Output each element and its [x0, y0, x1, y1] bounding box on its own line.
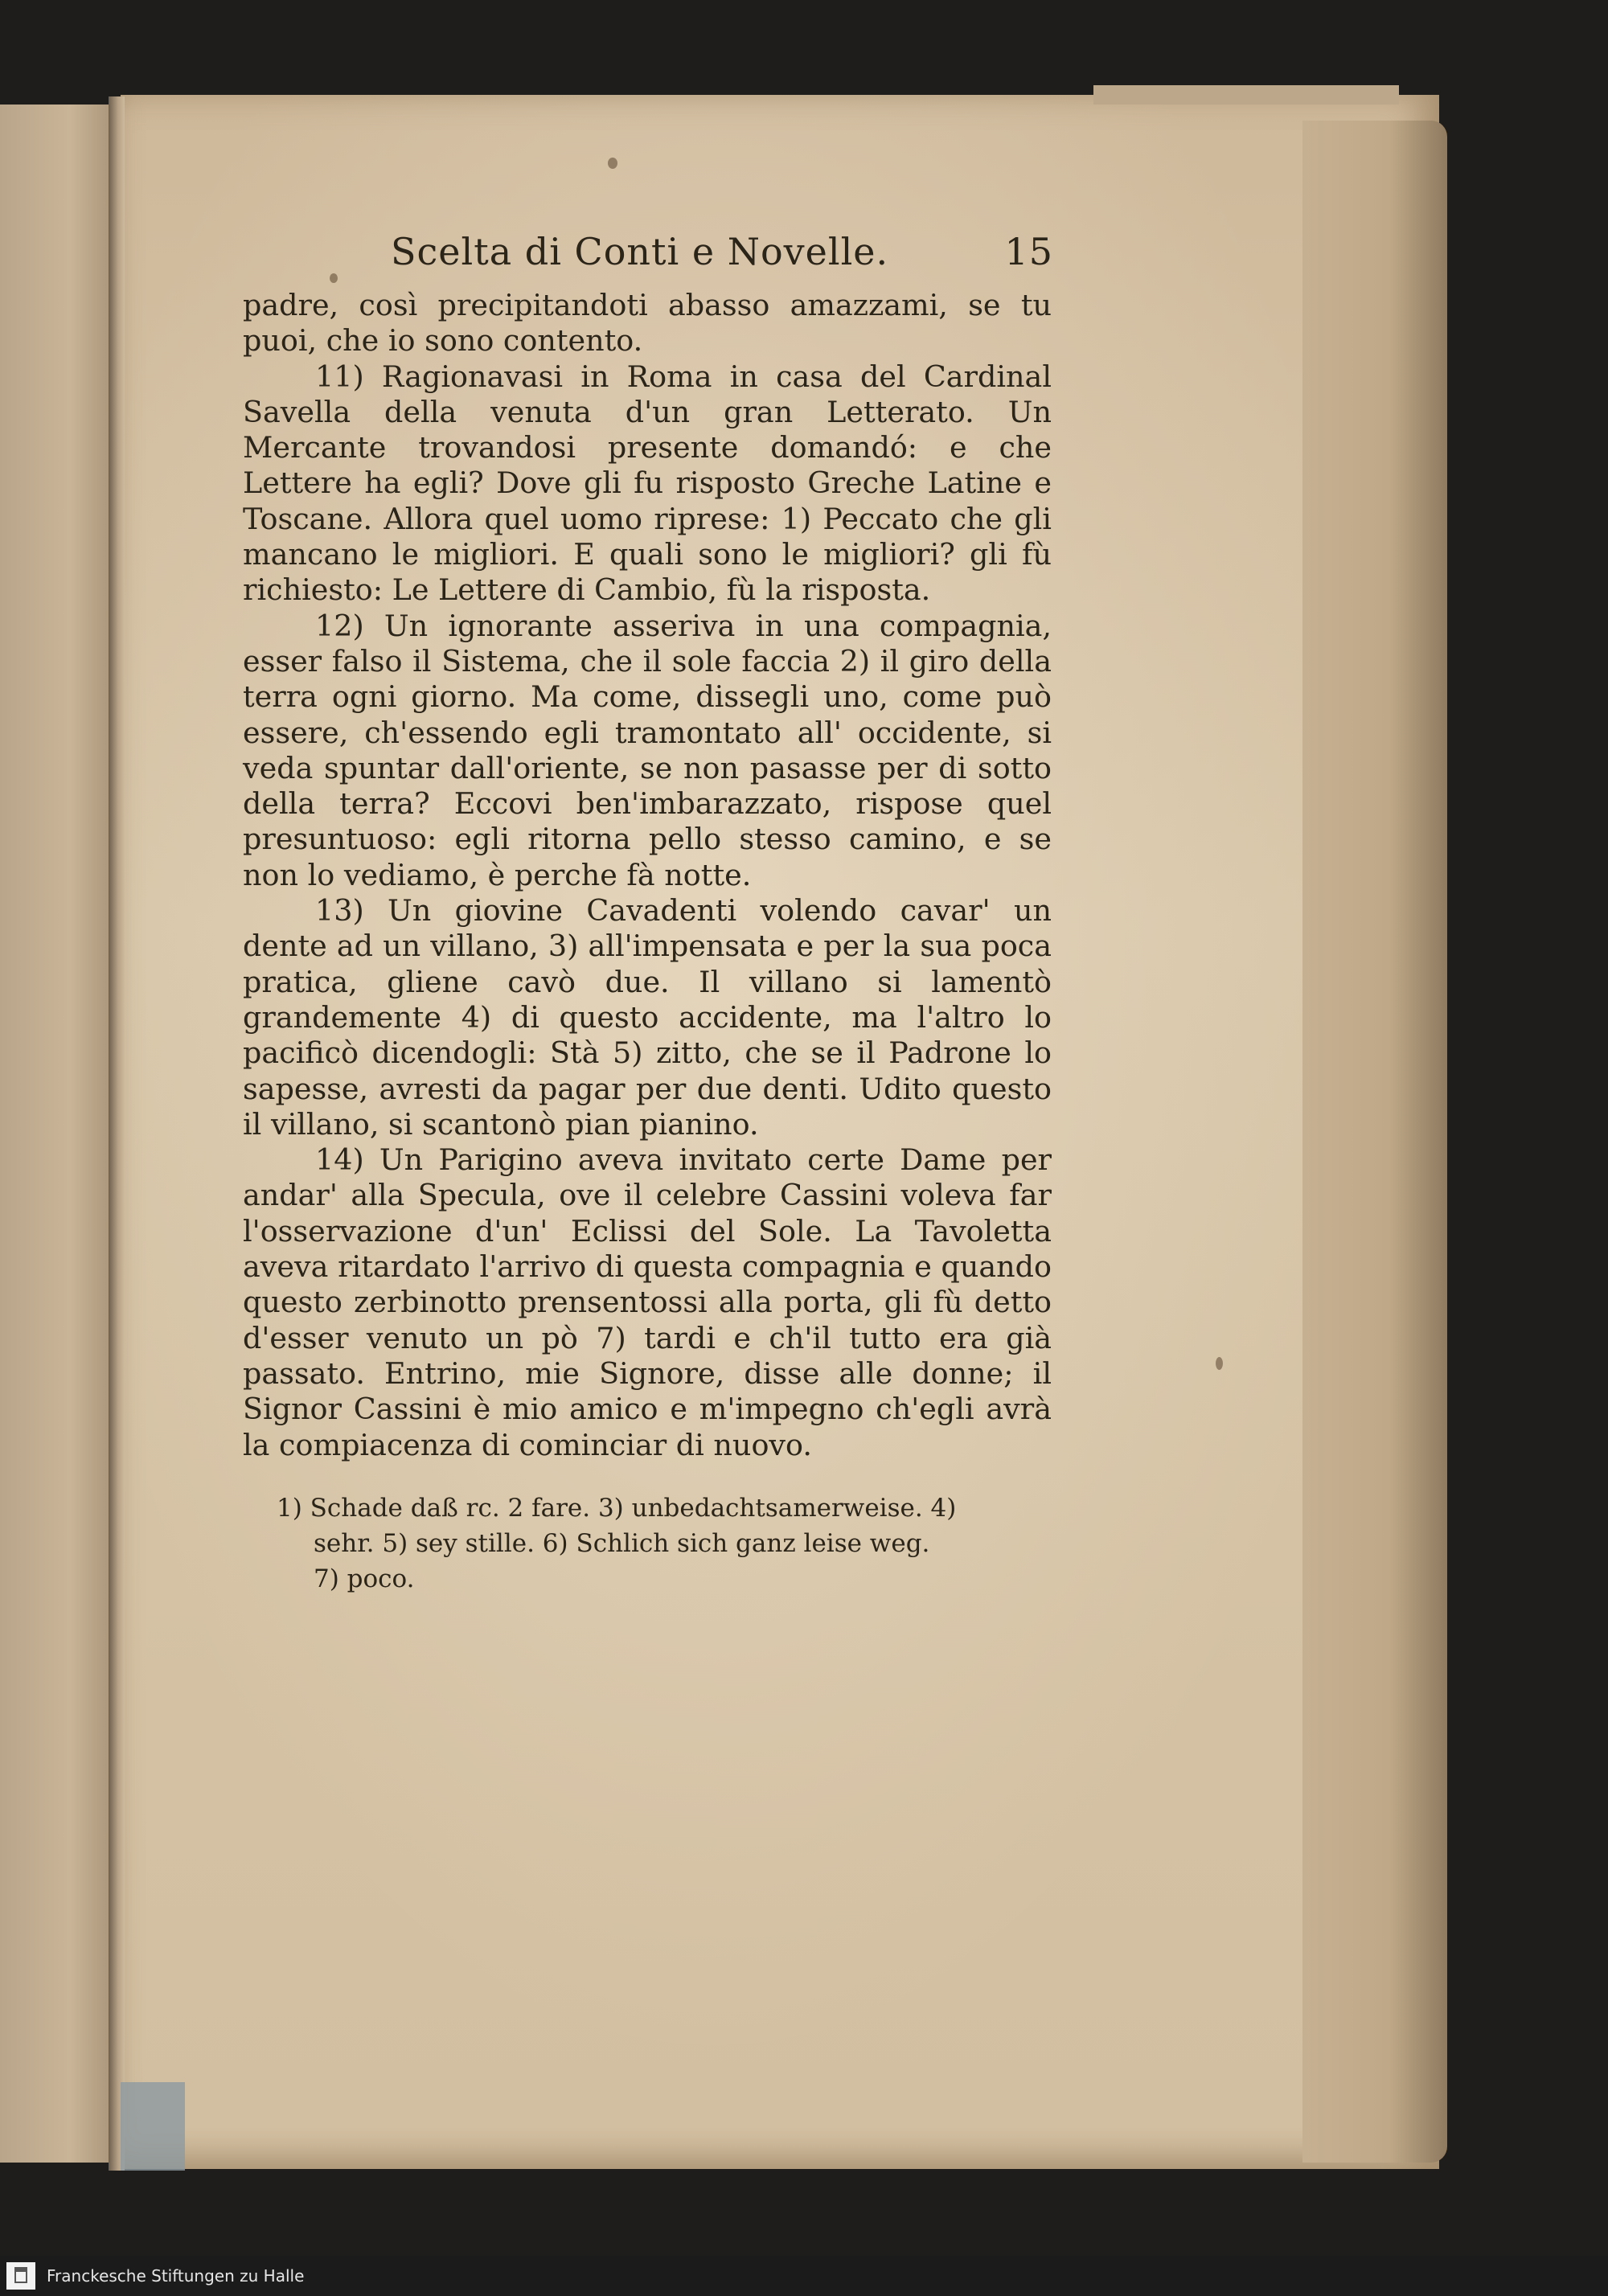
anecdote-13: 13) Un giovine Cavadenti volendo cavar' un dente ad un villano, 3) all'impensata e per la sua poca pratica, gliene cavò due. Il villano si lamentò grandemente 4) di questo accidente, ma l'altro lo pacificò dicendogli: Stà 5) zitto, che se il Padrone lo sapesse, avresti da pagar per due denti. Udito questo il villano, si scantonò pian pianino. — [243, 893, 1052, 1142]
page-top-torn-edge — [1093, 85, 1399, 105]
ink-speck — [1216, 1357, 1223, 1370]
anecdote-12: 12) Un ignorante asseriva in una compagnia, esser falso il Sistema, che il sole faccia 2) il giro della terra ogni giorno. Ma come, dissegli uno, come può essere, ch'essendo egli tramontato all' occidente, si veda spuntar dall'oriente, se non pasasse per di sotto della terra? Eccovi ben'imbarazzato, rispose quel presuntuoso: egli ritorna pello stesso camino, e se non lo vediamo, è perche fà notte. — [243, 608, 1052, 892]
page-number: 15 — [1004, 230, 1053, 273]
book-gutter — [109, 96, 125, 2171]
page-text-block — [243, 225, 1052, 1597]
credit-text: Franckesche Stiftungen zu Halle — [47, 2266, 305, 2286]
body-text — [243, 288, 1052, 1463]
credit-bar — [0, 2256, 1608, 2296]
footnotes — [243, 1490, 1052, 1597]
running-head — [243, 225, 1052, 281]
footnote-line: 7) poco. — [314, 1564, 415, 1593]
binding-tape — [121, 2082, 185, 2171]
left-facing-page-edge — [0, 105, 117, 2163]
anecdote-14: 14) Un Parigino aveva invitato certe Dame per andar' alla Specula, ove il celebre Cassini voleva far l'osservazione d'un' Eclissi del Sole. La Tavoletta aveva ritardato l'arrivo di questa compagnia e quando questo zerbinotto prensentossi alla porta, gli fù detto d'esser venuto un pò 7) tardi e ch'il tutto era già passato. Entrino, mie Signore, disse alle donne; il Signor Cassini è mio amico e m'impegno ch'egli avrà la compiacenza di cominciar di nuovo. — [243, 1142, 1052, 1462]
footnote-line: sehr. 5) sey stille. 6) Schlich sich ganz leise weg. — [314, 1528, 930, 1558]
anecdote-11: 11) Ragionavasi in Roma in casa del Cardinal Savella della venuta d'un gran Letterato. Un Mercante trovandosi presente domandó: e che Lettere ha egli? Dove gli fu risposto Greche Latine e Toscane. Allora quel uomo riprese: 1) Peccato che gli mancano le migliori. E quali sono le migliori? gli fù richiesto: Le Lettere di Cambio, fù la risposta. — [243, 359, 1052, 608]
ink-speck — [608, 158, 617, 169]
running-title: Scelta di Conti e Novelle. — [391, 230, 889, 273]
footnote-line: 1) Schade daß rc. 2 fare. 3) unbedachtsamerweise. 4) — [277, 1493, 957, 1523]
paragraph-continuation: padre, così precipitandoti abasso amazzami, se tu puoi, che io sono contento. — [243, 288, 1052, 359]
institution-logo-icon — [6, 2262, 35, 2290]
page-fore-edge — [1302, 121, 1447, 2163]
